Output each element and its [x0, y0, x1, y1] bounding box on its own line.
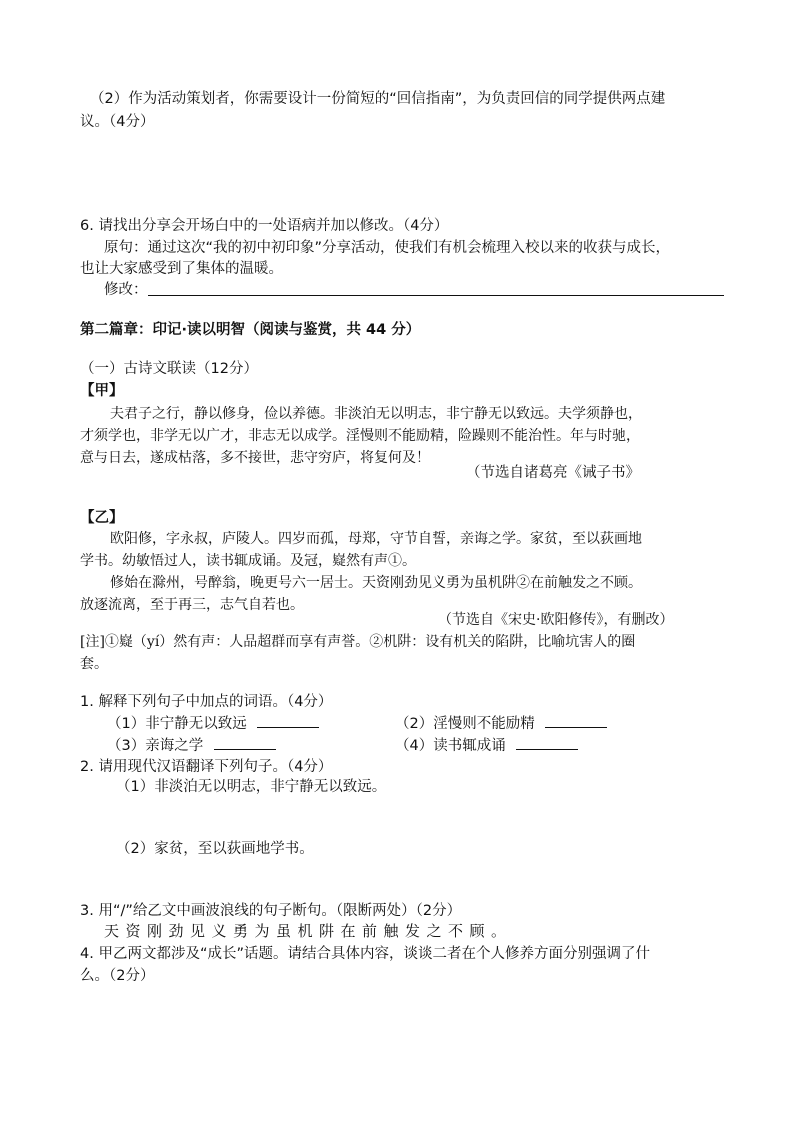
q6-original-line1: 原句：通过这次“我的初中初印象”分享活动，使我们有机会梳理入校以来的收获与成长， [104, 240, 671, 256]
q4-line1: 4. 甲乙两文都涉及“成长”话题。请结合具体内容，谈谈二者在个人修养方面分别强调了什 [80, 946, 650, 962]
q3-title: 3. 用“/”给乙文中画波浪线的句子断句。（限断两处）（2分） [80, 903, 462, 919]
q1-item-4 [395, 735, 578, 757]
jia-text-line2: 才须学也，非学无以广才，非志无以成学。淫慢则不能励精，险躁则不能治性。年与时驰， [80, 428, 640, 444]
yi-text-line3: 修始在滁州，号醉翁，晚更号六一居士。天资刚劲见义勇为虽机阱②在前触发之不顾。 [110, 575, 642, 591]
q2-sentence-2: （2）家贫，至以荻画地学书。 [116, 841, 314, 857]
q1-item-2 [395, 713, 607, 735]
q1-item-2-blank[interactable] [545, 713, 607, 728]
yi-note-line1: [注]①嶷（yí）然有声：人品超群而享有声誉。②机阱：设有机关的陷阱，比喻坑害人的圈 [80, 634, 636, 650]
yi-note-line2: 套。 [80, 656, 108, 672]
yi-text-line2: 学书。幼敏悟过人，读书辄成诵。及冠，嶷然有声①。 [80, 553, 416, 569]
yi-source: （节选自《宋史·欧阳修传》，有删改） [438, 612, 674, 628]
q1-item-3 [107, 735, 276, 757]
q2-prompt-line2: 议。（4分） [80, 114, 155, 130]
q6-original-line2: 也让大家感受到了集体的温暖。 [80, 261, 283, 277]
jia-source: （节选自诸葛亮《诫子书》 [466, 465, 640, 481]
jia-text-line3: 意与日去，遂成枯落，多不接世，悲守穷庐，将复何及！ [80, 450, 430, 466]
q3-sentence: 天资刚劲见义勇为虽机阱在前触发之不顾。 [104, 922, 513, 940]
q6-title: 6. 请找出分享会开场白中的一处语病并加以修改。（4分） [80, 218, 449, 234]
jia-label: 【甲】 [80, 383, 124, 399]
q1-item-4-label: （4）读书辄成诵 [395, 738, 506, 754]
q1-item-1-blank[interactable] [257, 713, 319, 728]
q1-item-1-label: （1）非宁静无以致远 [107, 716, 247, 732]
yi-text-line1: 欧阳修，字永叔，庐陵人。四岁而孤，母郑，守节自誓，亲诲之学。家贫，至以荻画地 [110, 531, 642, 547]
section2-heading: 第二篇章：印记·读以明智（阅读与鉴赏，共 44 分） [80, 322, 421, 338]
q4-line2: 么。（2分） [80, 968, 155, 984]
q1-item-3-label: （3）亲诲之学 [107, 738, 204, 754]
yi-text-line4: 放逐流离，至于再三，志气自若也。 [80, 597, 304, 613]
q2-sentence-1: （1）非淡泊无以明志，非宁静无以致远。 [116, 779, 387, 795]
q1-item-4-blank[interactable] [516, 735, 578, 750]
q6-revise-label: 修改： [104, 282, 148, 298]
q1-item-3-blank[interactable] [214, 735, 276, 750]
q1-title: 1. 解释下列句子中加点的词语。（4分） [80, 694, 333, 710]
q2-prompt-line1: （2）作为活动策划者，你需要设计一份简短的“回信指南”，为负责回信的同学提供两点建 [90, 91, 666, 107]
q6-answer-line[interactable] [148, 295, 724, 296]
q2-title: 2. 请用现代汉语翻译下列句子。（4分） [80, 759, 333, 775]
q1-item-1 [107, 713, 319, 735]
section2-subheading: （一）古诗文联读（12分） [80, 361, 258, 377]
jia-text-line1: 夫君子之行，静以修身，俭以养德。非淡泊无以明志，非宁静无以致远。夫学须静也， [110, 406, 642, 422]
yi-label: 【乙】 [80, 510, 124, 526]
q1-item-2-label: （2）淫慢则不能励精 [395, 716, 535, 732]
